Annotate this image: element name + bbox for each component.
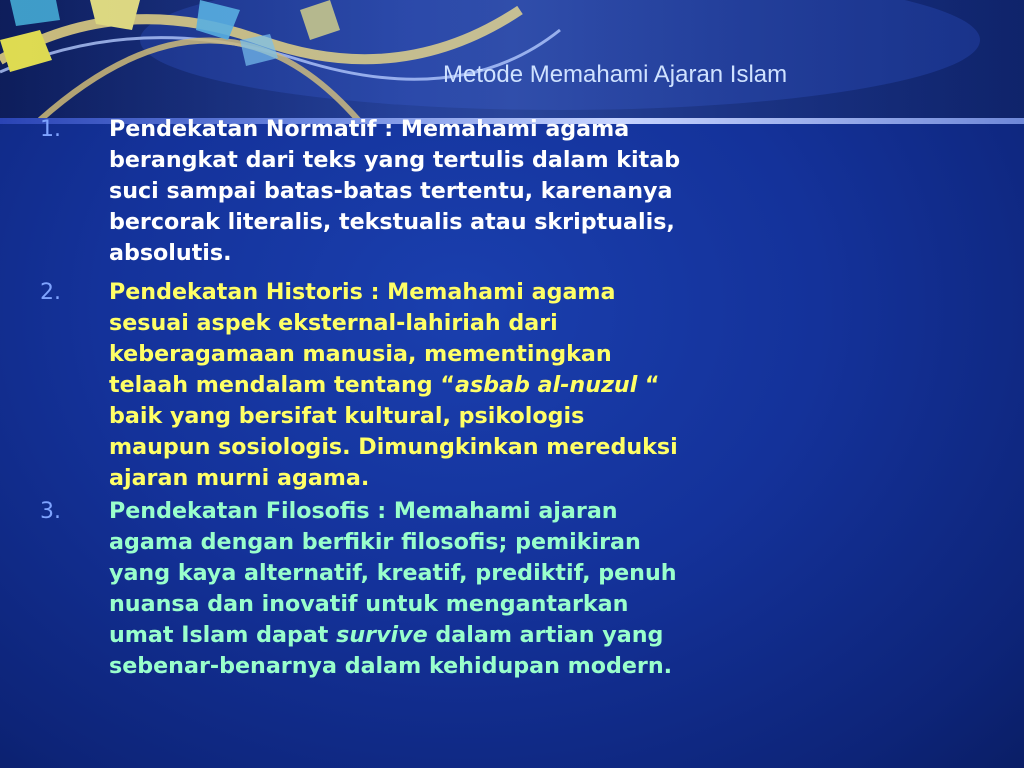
text-fragment: telaah mendalam tentang “ — [109, 372, 455, 398]
text-line: Pendekatan Normatif : Memahami agama — [109, 116, 630, 142]
text-line: baik yang bersifat kultural, psikologis — [109, 403, 585, 429]
text-line: Pendekatan Filosofis : Memahami ajaran — [109, 498, 618, 524]
italic-term: survive — [336, 622, 428, 648]
text-fragment: umat Islam dapat — [109, 622, 337, 648]
text-line: absolutis. — [109, 240, 232, 266]
text-line: agama dengan berfikir filosofis; pemikiran — [109, 529, 641, 555]
list-item-text — [109, 277, 849, 494]
text-fragment: “ — [637, 372, 660, 398]
text-line — [109, 620, 849, 651]
slide-title: Metode Memahami Ajaran Islam — [443, 61, 788, 88]
italic-term: asbab al-nuzul — [454, 372, 638, 398]
text-line: bercorak literalis, tekstualis atau skriptualis, — [109, 209, 675, 235]
text-line: maupun sosiologis. Dimungkinkan mereduksi — [109, 434, 678, 460]
text-line: sebenar-benarnya dalam kehidupan modern. — [109, 653, 673, 679]
text-line: nuansa dan inovatif untuk mengantarkan — [109, 591, 629, 617]
text-line: berangkat dari teks yang tertulis dalam kitab — [109, 147, 681, 173]
list-item-number: 3. — [40, 499, 61, 524]
text-line: sesuai aspek eksternal-lahiriah dari — [109, 310, 558, 336]
text-line: keberagamaan manusia, mementingkan — [109, 341, 612, 367]
text-line: Pendekatan Historis : Memahami agama — [109, 279, 616, 305]
slide-header — [0, 0, 1024, 122]
list-item-text — [109, 496, 849, 682]
list-item-number: 1. — [40, 117, 61, 142]
text-line: suci sampai batas-batas tertentu, karenanya — [109, 178, 673, 204]
text-line — [109, 370, 849, 401]
text-fragment: dalam artian yang — [427, 622, 664, 648]
text-line: ajaran murni agama. — [109, 465, 370, 491]
text-line: yang kaya alternatif, kreatif, prediktif, penuh — [109, 560, 677, 586]
list-item-text — [109, 114, 849, 269]
list-item-number: 2. — [40, 280, 61, 305]
